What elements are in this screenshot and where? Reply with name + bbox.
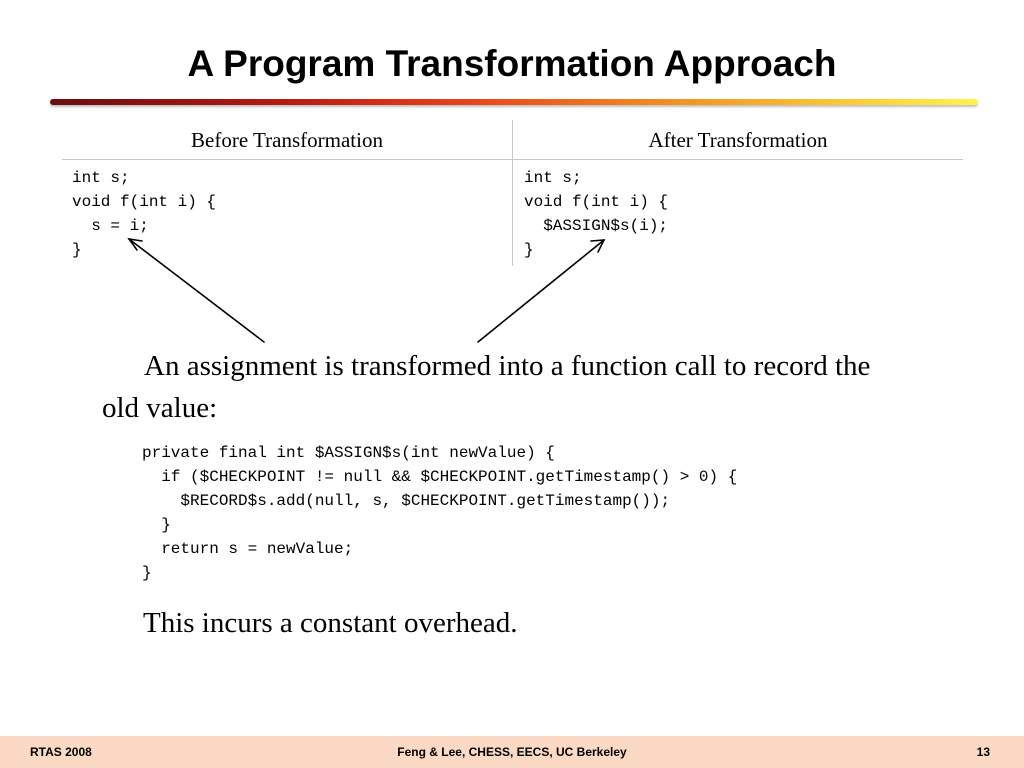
footer-page-number: 13 (976, 745, 990, 759)
before-header: Before Transformation (191, 128, 383, 152)
slide-footer (0, 736, 1024, 768)
overhead-note: This incurs a constant overhead. (143, 607, 518, 639)
column-divider (512, 120, 513, 266)
assign-function-code: private final int $ASSIGN$s(int newValue) { if ($CHECKPOINT != null && $CHECKPOINT.getTimestamp() > 0) { $RECORD$s.add(null, s, $CHECKPOINT.getTimestamp()); } return s = newValue; } (142, 444, 738, 582)
title-underline (50, 99, 978, 105)
footer-conference: RTAS 2008 (30, 745, 92, 759)
after-header: After Transformation (648, 128, 828, 152)
comparison-table (62, 120, 963, 266)
slide-title: A Program Transformation Approach (187, 43, 837, 84)
explanation-text: An assignment is transformed into a function call to record the old value: (102, 350, 871, 424)
after-code: int s; void f(int i) { $ASSIGN$s(i); } (524, 169, 669, 259)
before-code: int s; void f(int i) { s = i; } (72, 169, 217, 259)
footer-authors: Feng & Lee, CHESS, EECS, UC Berkeley (397, 745, 627, 759)
